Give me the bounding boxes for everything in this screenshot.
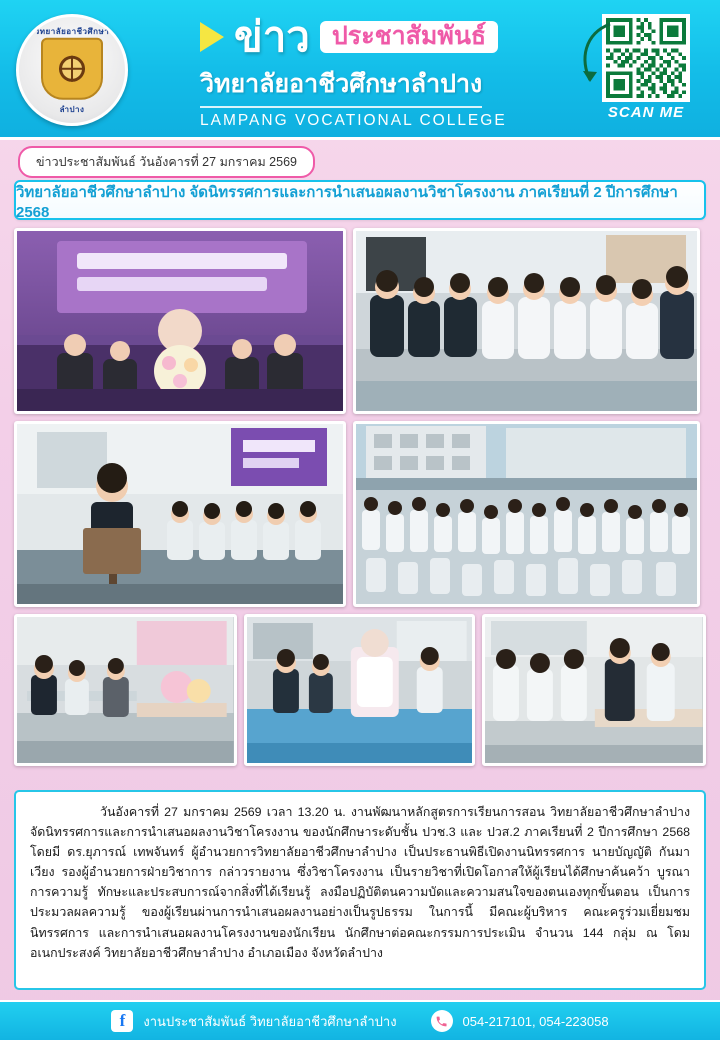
- header-banner: [0, 0, 720, 140]
- logo-crest-icon: [41, 38, 103, 100]
- college-name-en: LAMPANG VOCATIONAL COLLEGE: [200, 112, 507, 129]
- photo-group-students[interactable]: [353, 228, 700, 414]
- photo-exhibit-display[interactable]: [244, 614, 476, 766]
- pr-word: ประชาสัมพันธ์: [320, 21, 498, 54]
- logo-ring-top-text: วิทยาลัยอาชีวศึกษา: [34, 27, 110, 36]
- college-logo: [16, 14, 128, 126]
- facebook-icon[interactable]: f: [111, 1010, 133, 1032]
- photo-stage-speaker[interactable]: [14, 228, 346, 414]
- college-name-th: วิทยาลัยอาชีวศึกษาลำปาง: [200, 64, 482, 108]
- photo-crowd-courtyard[interactable]: [353, 421, 700, 607]
- news-word: ข่าว: [234, 13, 310, 60]
- article-paragraph: วันอังคารที่ 27 มกราคม 2569 เวลา 13.20 น. งานพัฒนาหลักสูตรการเรียนการสอน วิทยาลัยอาชีวศึกษาลำปาง จัดนิทรรศการและการนำเสนอผลงานวิชาโครงงาน ของนักศึกษาระดับชั้น ปวช.3 และ ปวส.2 ภาคเรียนที่ 2 ปีการศึกษา 2568 โดยมี ดร.ยุภารณ์ เทพจันทร์ ผู้อำนวยการวิทยาลัยอาชีวศึกษาลำปาง เป็นประธานพิธีเปิดงานนิทรรศการ นายบัญญัติ กันมาเวียง รองผู้อำนวยการฝ่ายวิชาการ กล่าวรายงาน ซึ่งวิชาโครงงาน เป็นรายวิชาที่เปิดโอกาสให้ผู้เรียนได้ศึกษาค้นคว้า บูรณาการความรู้ ทักษะและประสบการณ์จากสิ่งที่ได้เรียนรู้ ลงมือปฏิบัติตนความบัดและความสนใจของตนเองทุกขั้นตอน เป็นการประมวลผลความรู้ ของผู้เรียนผ่านการนำเสนอผลงานอย่างเป็นรูปธรรม ในการนี้ มีคณะผู้บริหาร คณะครูร่วมเยี่ยมชมนิทรรศการ และการนำเสนอผลงานโครงงานของนักเรียน นักศึกษาต่อคณะกรรมการประเมิน จำนวน 144 กลุ่ม ณ โดมอเนกประสงค์ วิทยาลัยอาชีวศึกษาลำปาง อำเภอเมือง จังหวัดลำปาง: [30, 805, 690, 960]
- facebook-label: งานประชาสัมพันธ์ วิทยาลัยอาชีวศึกษาลำปาง: [143, 1013, 397, 1029]
- scan-me-label: SCAN ME: [607, 104, 685, 121]
- date-badge: ข่าวประชาสัมพันธ์ วันอังคารที่ 27 มกราคม 2569: [18, 146, 315, 178]
- play-triangle-icon: [200, 22, 224, 52]
- header-text-block: [200, 13, 570, 130]
- dharma-wheel-icon: [59, 56, 85, 82]
- footer-bar: [0, 1000, 720, 1040]
- photo-podium-speech[interactable]: [14, 421, 346, 607]
- phone-label: 054-217101, 054-223058: [462, 1013, 609, 1029]
- photo-grid: [14, 228, 706, 766]
- logo-ring-bottom-text: ลำปาง: [59, 105, 85, 114]
- page-title: วิทยาลัยอาชีวศึกษาลำปาง จัดนิทรรศการและการนำเสนอผลงานวิชาโครงงาน ภาคเรียนที่ 2 ปีการศึกษา 2568: [14, 180, 706, 220]
- photo-visitors-booth[interactable]: [482, 614, 706, 766]
- curved-arrow-icon: [576, 20, 616, 90]
- photo-booth-judging[interactable]: [14, 614, 237, 766]
- phone-icon[interactable]: [431, 1010, 453, 1032]
- article-body: [14, 790, 706, 990]
- qr-block: [590, 14, 702, 121]
